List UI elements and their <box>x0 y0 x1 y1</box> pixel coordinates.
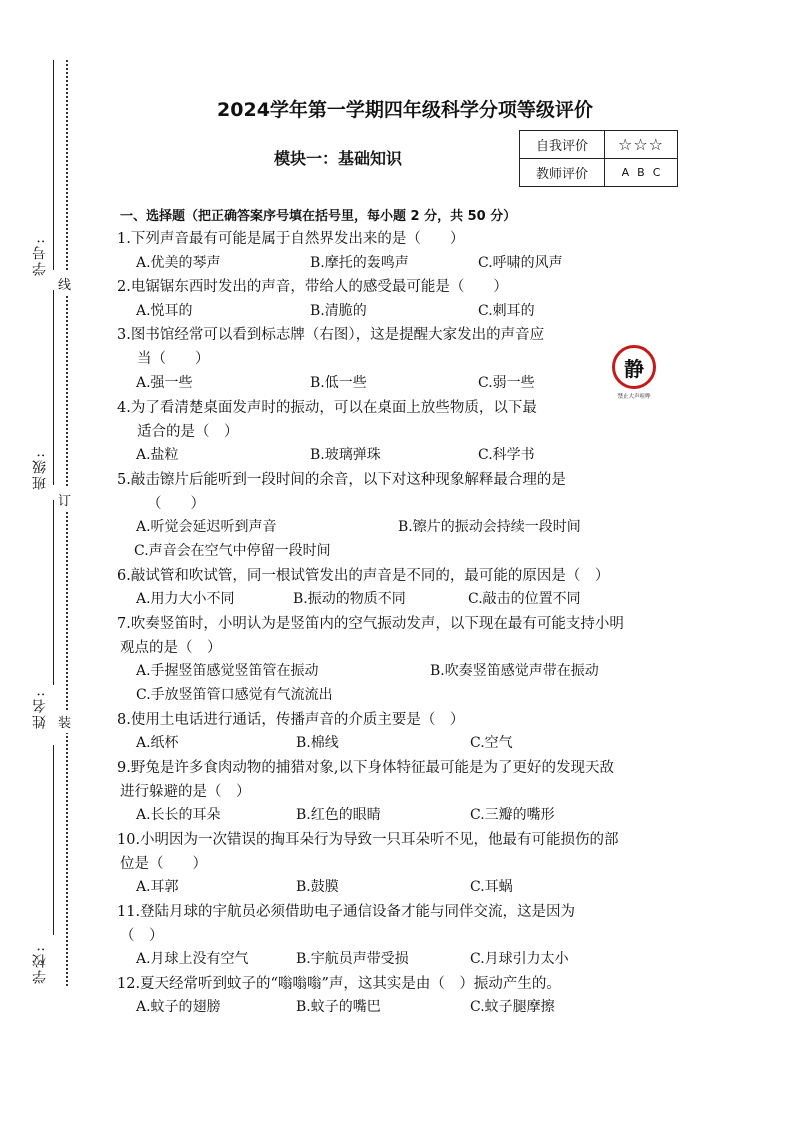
question-7-option-c: C.手放竖笛管口感觉有气流流出 <box>136 687 333 703</box>
binding-word-line: 线 <box>58 272 71 295</box>
question-11-stem-cont: （ ） <box>120 928 164 944</box>
question-2-option-c: C.刺耳的 <box>478 303 535 319</box>
section-heading: 一、选择题（把正确答案序号填在括号里，每小题 2 分，共 50 分） <box>120 209 517 224</box>
question-8-option-a: A.纸杯 <box>136 735 179 751</box>
question-5-option-b: B.镲片的振动会持续一段时间 <box>398 519 581 535</box>
quiet-sign-image <box>612 345 656 400</box>
question-7-stem: 7.吹奏竖笛时，小明认为是竖笛内的空气振动发声，以下现在最有可能支持小明 <box>117 616 624 632</box>
question-10-option-b: B.鼓膜 <box>296 879 339 895</box>
question-6-option-a: A.用力大小不同 <box>136 591 235 607</box>
school-label: 学校: <box>32 945 48 984</box>
question-5-option-c: C.声音会在空气中停留一段时间 <box>134 543 331 559</box>
question-5-stem-cont: （ ） <box>147 496 205 512</box>
question-9-option-c: C.三瓣的嘴形 <box>470 807 555 823</box>
question-7-stem-cont: 观点的是（ ） <box>120 640 222 656</box>
question-9-stem: 9.野兔是许多食肉动物的捕猎对象,以下身体特征最可能是为了更好的发现天敌 <box>117 760 614 776</box>
student-id-label: 学号: <box>32 237 48 276</box>
self-eval-label: 自我评价 <box>520 131 605 159</box>
question-8-option-c: C.空气 <box>470 735 513 751</box>
module-title: 模块一：基础知识 <box>274 149 403 168</box>
grade-b: B <box>637 166 645 179</box>
question-2-option-a: A.悦耳的 <box>136 303 193 319</box>
question-7-option-a: A.手握竖笛感觉竖笛管在振动 <box>136 663 319 679</box>
question-10-stem: 10.小明因为一次错误的掏耳朵行为导致一只耳朵听不见，他最有可能损伤的部 <box>117 832 619 848</box>
teacher-eval-grades <box>605 159 678 187</box>
question-12-option-b: B.蚊子的嘴巴 <box>296 999 381 1015</box>
question-6-stem: 6.敲试管和吹试管，同一根试管发出的声音是不同的，最可能的原因是（ ） <box>117 568 610 584</box>
sign-glyph: 静 <box>624 356 644 381</box>
question-10-stem-cont: 位是（ ） <box>120 856 207 872</box>
class-label: 班级: <box>32 451 48 490</box>
question-3-option-c: C.弱一些 <box>478 375 535 391</box>
class-underline <box>53 290 54 485</box>
question-5-option-a: A.听觉会延迟听到声音 <box>136 519 277 535</box>
school-underline <box>53 745 54 935</box>
question-11-option-a: A.月球上没有空气 <box>136 951 249 967</box>
question-3-stem: 3.图书馆经常可以看到标志牌（右图），这是提醒大家发出的声音应 <box>117 327 545 343</box>
binding-word-bind: 装 <box>58 710 71 733</box>
question-8-option-b: B.棉线 <box>296 735 339 751</box>
question-9-option-b: B.红色的眼睛 <box>296 807 381 823</box>
question-9-stem-cont: 进行躲避的是（ ） <box>120 784 251 800</box>
question-6-option-c: C.敲击的位置不同 <box>468 591 581 607</box>
evaluation-table <box>519 130 678 187</box>
question-3-stem-cont: 当（ ） <box>137 351 210 367</box>
question-10-option-c: C.耳蜗 <box>470 879 513 895</box>
question-6-option-b: B.振动的物质不同 <box>293 591 406 607</box>
question-1-option-c: C.呼啸的风声 <box>478 255 563 271</box>
question-8-stem: 8.使用土电话进行通话，传播声音的介质主要是（ ） <box>117 712 465 728</box>
question-12-option-c: C.蚊子腿摩擦 <box>470 999 555 1015</box>
question-11-option-c: C.月球引力太小 <box>470 951 569 967</box>
name-label: 姓名: <box>32 690 48 729</box>
name-underline <box>53 500 54 685</box>
question-9-option-a: A.长长的耳朵 <box>136 807 221 823</box>
grade-c: C <box>652 166 661 179</box>
teacher-eval-label: 教师评价 <box>520 159 605 187</box>
page-title: 2024学年第一学期四年级科学分项等级评价 <box>217 99 593 121</box>
question-2-stem: 2.电锯锯东西时发出的声音，带给人的感受最可能是（ ） <box>117 279 508 295</box>
binding-dotted-line <box>66 60 68 986</box>
student-id-underline <box>53 60 54 270</box>
grade-a: A <box>621 166 630 179</box>
question-12-option-a: A.蚊子的翅膀 <box>136 999 221 1015</box>
question-3-option-a: A.强一些 <box>136 375 193 391</box>
self-eval-stars: ☆☆☆ <box>605 131 678 159</box>
sign-caption: 禁止大声喧哗 <box>617 394 651 400</box>
question-11-stem: 11.登陆月球的宇航员必须借助电子通信设备才能与同伴交流，这是因为 <box>117 904 576 920</box>
question-10-option-a: A.耳郭 <box>136 879 179 895</box>
question-11-option-b: B.宇航员声带受损 <box>296 951 409 967</box>
question-5-stem: 5.敲击镲片后能听到一段时间的余音，以下对这种现象解释最合理的是 <box>117 472 566 488</box>
question-4-option-b: B.玻璃弹珠 <box>310 447 381 463</box>
binding-word-staple: 订 <box>58 488 71 511</box>
question-3-option-b: B.低一些 <box>310 375 367 391</box>
question-4-option-a: A.盐粒 <box>136 447 179 463</box>
question-1-option-b: B.摩托的轰鸣声 <box>310 255 409 271</box>
no-noise-sign-icon <box>612 345 656 389</box>
question-4-stem-cont: 适合的是（ ） <box>137 424 239 440</box>
question-1-option-a: A.优美的琴声 <box>136 255 221 271</box>
question-2-option-b: B.清脆的 <box>310 303 367 319</box>
question-1-stem: 1.下列声音最有可能是属于自然界发出来的是（ ） <box>117 231 465 247</box>
question-7-option-b: B.吹奏竖笛感觉声带在振动 <box>430 663 599 679</box>
question-4-option-c: C.科学书 <box>478 447 535 463</box>
question-12-stem: 12.夏天经常听到蚊子的“嗡嗡嗡”声，这其实是由（ ）振动产生的。 <box>117 976 561 992</box>
question-4-stem: 4.为了看清楚桌面发声时的振动，可以在桌面上放些物质，以下最 <box>117 400 537 416</box>
